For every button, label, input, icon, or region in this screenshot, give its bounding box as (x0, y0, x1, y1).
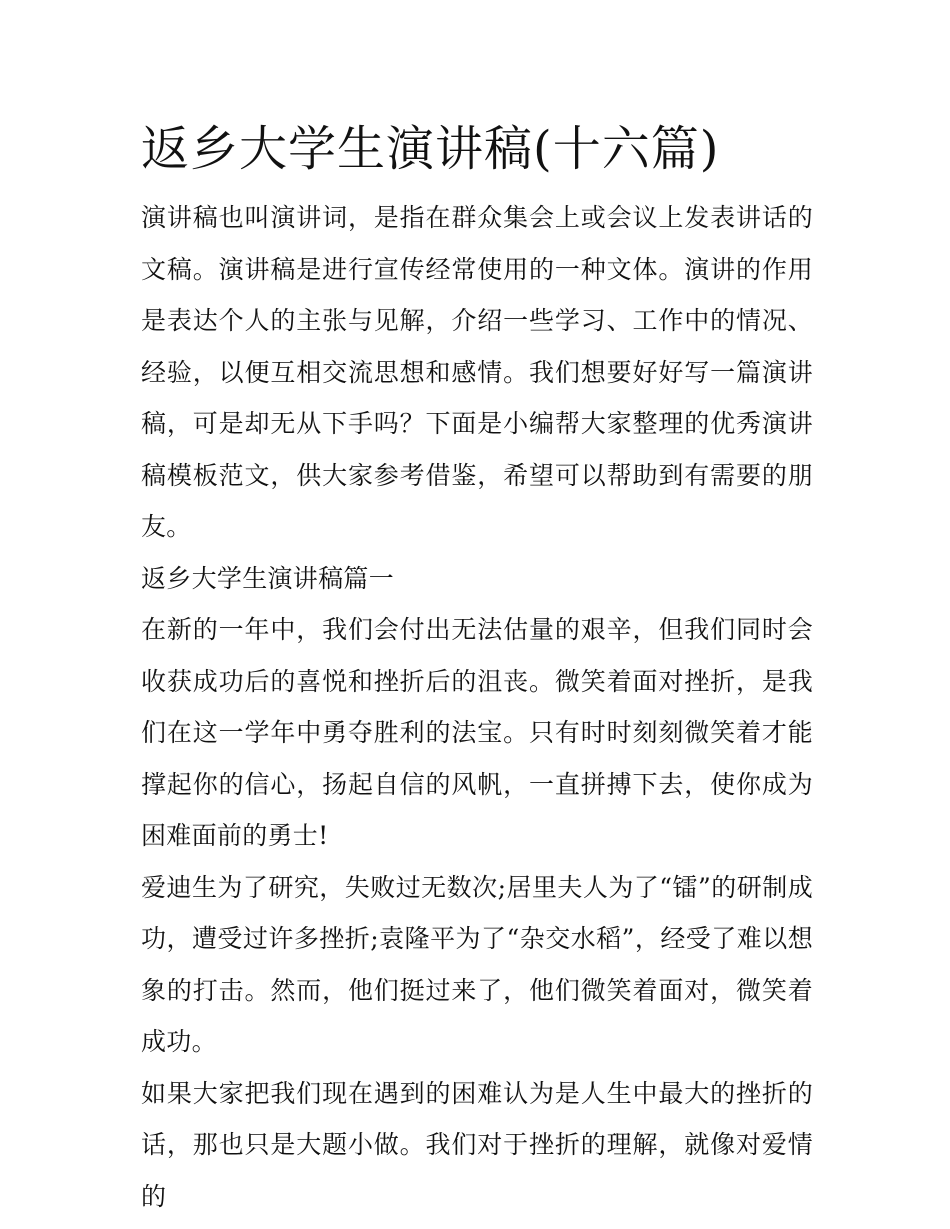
document-title: 返乡大学生演讲稿(十六篇) (141, 121, 720, 177)
section-heading: 返乡大学生演讲稿篇一 (141, 563, 395, 593)
intro-paragraph: 演讲稿也叫演讲词，是指在群众集会上或会议上发表讲话的文稿。演讲稿是进行宣传经常使用的一种文体。演讲的作用是表达个人的主张与见解，介绍一些学习、工作中的情况、经验，以便互相交流思想和感情。我们想要好好写一篇演讲稿，可是却无从下手吗？下面是小编帮大家整理的优秀演讲稿模板范文，供大家参考借鉴，希望可以帮助到有需要的朋友。 (141, 203, 813, 541)
body-paragraph-2: 爱迪生为了研究，失败过无数次;居里夫人为了“镭”的研制成功，遭受过许多挫折;袁隆平为了“杂交水稻”，经受了难以想象的打击。然而，他们挺过来了，他们微笑着面对，微笑着成功。 (141, 872, 813, 1056)
document-page (141, 118, 813, 1222)
body-paragraph-3: 如果大家把我们现在遇到的困难认为是人生中最大的挫折的话，那也只是大题小做。我们对于挫折的理解，就像对爱情的 (141, 1078, 813, 1211)
body-paragraph-1: 在新的一年中，我们会付出无法估量的艰辛，但我们同时会收获成功后的喜悦和挫折后的沮丧。微笑着面对挫折，是我们在这一学年中勇夺胜利的法宝。只有时时刻刻微笑着才能撑起你的信心，扬起自信的风帆，一直拼搏下去，使你成为困难面前的勇士! (141, 615, 813, 850)
